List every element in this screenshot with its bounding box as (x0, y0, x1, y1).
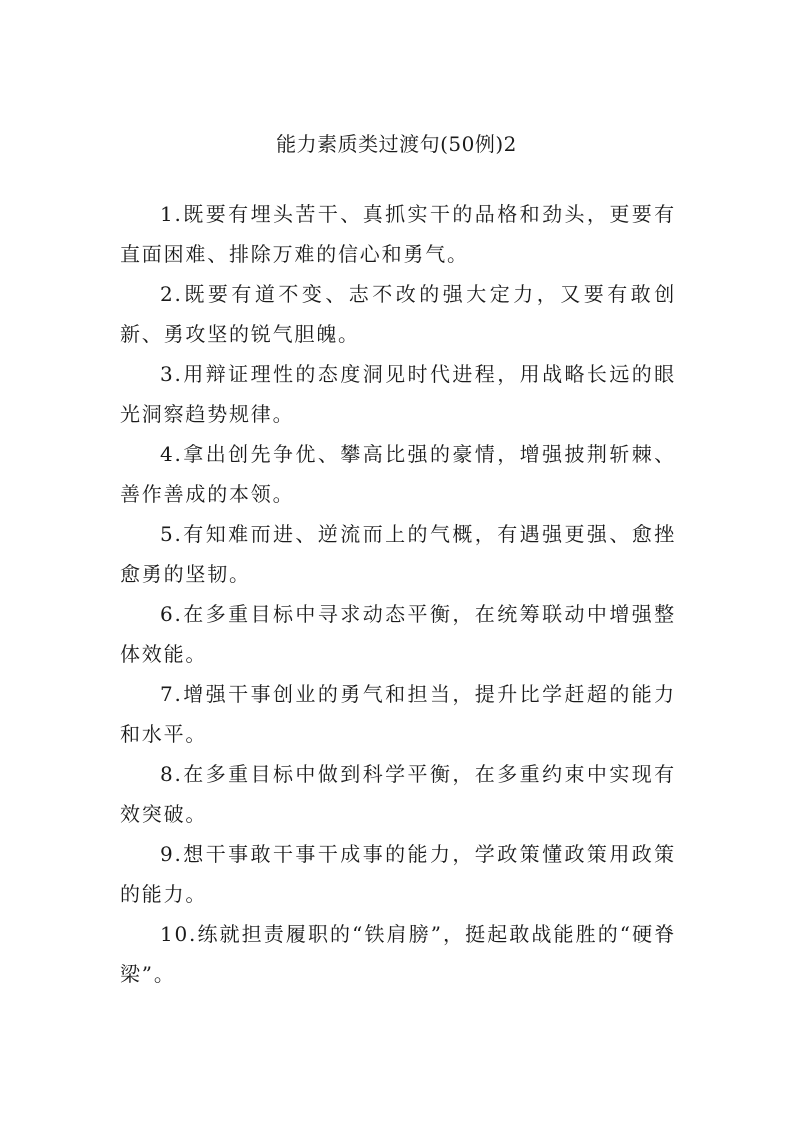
paragraph-1: 1.既要有埋头苦干、真抓实干的品格和劲头，更要有直面困难、排除万难的信心和勇气。 (120, 202, 676, 266)
paragraph-8: 8.在多重目标中做到科学平衡，在多重约束中实现有效突破。 (120, 762, 676, 826)
document-body (120, 194, 676, 994)
paragraph-6: 6.在多重目标中寻求动态平衡，在统筹联动中增强整体效能。 (120, 602, 676, 666)
paragraph-3: 3.用辩证理性的态度洞见时代进程，用战略长远的眼光洞察趋势规律。 (120, 362, 676, 426)
page-title: 能力素质类过渡句(50例)2 (276, 132, 517, 156)
paragraph-5: 5.有知难而进、逆流而上的气概，有遇强更强、愈挫愈勇的坚韧。 (120, 522, 676, 586)
paragraph-10: 10.练就担责履职的“铁肩膀”，挺起敢战能胜的“硬脊梁”。 (120, 922, 676, 986)
paragraph-7: 7.增强干事创业的勇气和担当，提升比学赶超的能力和水平。 (120, 682, 676, 746)
paragraph-2: 2.既要有道不变、志不改的强大定力，又要有敢创新、勇攻坚的锐气胆魄。 (120, 282, 676, 346)
paragraph-4: 4.拿出创先争优、攀高比强的豪情，增强披荆斩棘、善作善成的本领。 (120, 442, 676, 506)
paragraph-9: 9.想干事敢干事干成事的能力，学政策懂政策用政策的能力。 (120, 842, 676, 906)
